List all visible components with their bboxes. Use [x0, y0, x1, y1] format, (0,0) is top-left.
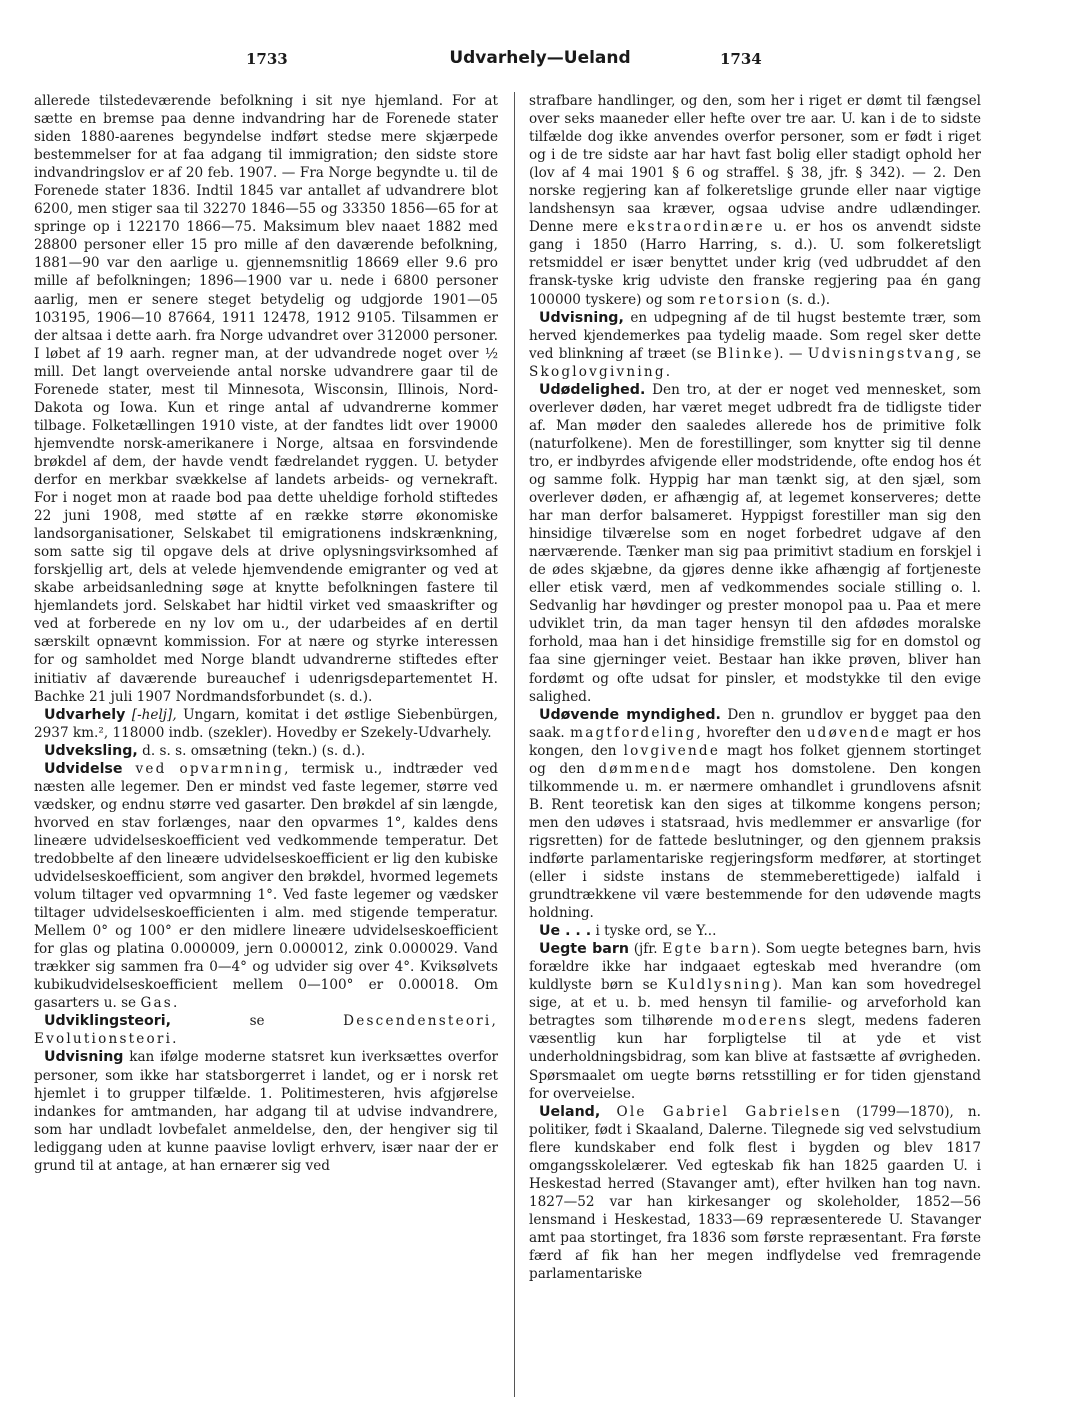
right-page-number: 1734 — [720, 50, 762, 68]
pronunciation: [-helj], — [131, 706, 177, 723]
left-page-number: 1733 — [246, 50, 288, 68]
entry-text: u. er hos os anvendt sidste gang i 1850 (Harro Harring, s. d.). U. som folkeretsligt retsmiddel er især benyttet under krig (ved udbruddet af den fransk-tyske krig udviste den franske regjering paa én gang 100000 tyskere) og som — [529, 219, 981, 308]
entry-text: i tyske ord, se Y... — [591, 923, 717, 940]
cross-reference: Skoglovgivning — [529, 363, 666, 380]
entry-text: kan ifølge moderne statsret kun iverksættes overfor personer, som ikke har statsborgerret i landet, og er i norsk ret hjemlet i to grupper tilfælde. 1. Politimesteren, hvis afgjørelse indankes for amtmanden, har adgang til at udvise indvandrere, som har undladt lovbefalet anmeldelse, den, der hengiver sig til lediggang uden at kunne paavise lovligt erhverv, især naar der er grund til at antage, at han ernærer sig ved — [34, 1049, 498, 1174]
headword: Udvidelse — [44, 760, 123, 777]
cross-reference: Gas — [140, 995, 173, 1012]
spaced-term: lovgivende — [623, 742, 721, 759]
headword: Udvarhely — [44, 706, 126, 723]
entry-uegte-barn — [529, 940, 981, 1102]
entry-text: strafbare handlinger, og den, som her i riget er dømt til fængsel over seks maaneder eller hefte over tre aar. U. kan i de to sidste tilfælde dog ikke anvendes overfor personer, som er født i riget og i de tre sidste aar har havt fast bolig eller stadigt ophold her (lov af 4 mai 1901 § 6 og straffel. § 38, jfr. § 342). — 2. Den norske regjering kan af folkeretslige grunde eller naar vigtige landshensyn saa kræver, ogsaa udvise andre udlændinger. Denne mere — [529, 93, 981, 236]
entry-text: magt hos domstolene. Den kongen tilkommende u. m. er nærmere omhandlet i grundlovens afsnit B. Rent teoretisk kan den siges at tilkomme kongens person; men den udøves i statsraad, hvis medlemmer er ansvarlige (for rigsretten) for de fattede beslutninger, og den gjennem praksis indførte parlamentariske regjeringsform medfører, at stortinget (eller i sidste instans de stemmeberettigede) ialfald i grundtrækkene vil være bestemmende for den udøvende magts holdning. — [529, 760, 981, 922]
page-header — [0, 50, 1080, 76]
entry-ueland — [529, 1103, 981, 1283]
headword: Ue . . . — [539, 923, 592, 940]
right-column — [529, 92, 981, 1392]
entry-udviklingsteori — [34, 1012, 498, 1048]
entry-udvisning-forestry — [529, 309, 981, 381]
cross-reference: Descendensteori, Evolutionsteori — [34, 1013, 498, 1048]
cross-reference: Egte barn — [662, 941, 752, 958]
spaced-term: retorsion — [699, 291, 783, 308]
entry-text: ). — — [773, 345, 808, 362]
entry-text: en udpegning af de til hugst bestemte trær, som herved kjendemerkes paa tydelig maade. Som regel sker dette ved blinkning af træet (se — [529, 309, 981, 362]
entry-text: , se — [956, 345, 981, 362]
entry-text: (jfr. — [628, 941, 663, 958]
entry-udveksling — [34, 742, 498, 760]
entry-ue — [529, 922, 981, 940]
entry-end: . — [172, 1031, 177, 1048]
column-divider — [514, 92, 515, 1397]
entry-end: . — [665, 363, 671, 380]
entry-text: Den n. grundlov er bygget paa den saak. — [529, 706, 981, 741]
spaced-term: ved opvarmning, — [122, 760, 291, 777]
entry-text: Ungarn, komitat i det østlige Siebenbürgen, 2937 km.², 118000 indb. (szekler). Hovedby er Szekely-Udvarhely. — [34, 706, 498, 741]
cross-reference: Kuldlysning — [667, 977, 773, 994]
entry-text: magt hos folket gjennem stortinget og den — [529, 742, 981, 777]
emigration-continuation: allerede tilstedeværende befolkning i sit nye hjemland. For at sætte en bremse paa denne indvandring har de Forenede stater siden 1880-aarenes begyndelse indført stedse mere skjærpede bestemmelser for at faa adgang til immigration; den sidste store indvandringslov er af 20 feb. 1907. — Fra Norge begyndte u. til de Forenede stater 1836. Indtil 1845 var antallet af udvandrere blot 6200, men stiger saa til 32270 1846—55 og 33350 1856—65 for at springe op i 122170 1866—75. Maksimum blev naaet 1882 med 28800 personer eller 15 pro mille af den daværende befolkning, 1881—90 var den aarlige u. gjennemsnitlig 18669 eller 9.6 pro mille af befolkningen; 1896—1900 var u. nede i 6800 personer aarlig, men er senere steget betydelig og udgjorde 1901—05 103195, 1906—10 87664, 1911 12478, 1912 9105. Tilsammen er der altsaa i dette aarh. fra Norge udvandret over 312000 personer. I løbet af 19 aarh. regner man, at der udvandrede noget over ½ mill. Det langt overveiende antal norske udvandrere gaar til de Forenede stater, mest til Minnesota, Wisconsin, Illinois, Nord-Dakota og Iowa. Kun et ringe antal af udvandrerne kommer tilbage. Folketællingen 1910 viste, at der fandtes lidt over 19000 hjemvendte norsk-amerikanere i Norge, altsaa en forsvindende brøkdel af dem, der havde vendt fædrelandet ryggen. U. betyder derfor en merkbar svækkelse af landets arbeids- og vernekraft. For i noget mon at raade bod paa dette uheldige forhold stiftedes 22 juni 1908, med støtte af en række større økonomiske landsorganisationer, Selskabet til emigrationens indskrænkning, som satte sig til opgave dels at drive oplysningsvirksomhed af forskjellig art, dels at velede hjemvendende emigranter og ved at skabe arbeidsanledning søge at knytte befolkningen fastere til hjemlandets jord. Selskabet har hidtil virket ved smaaskrifter og ved at forberede en ny lov om u., der udarbeides af en dertil særskilt opnævnt kommission. For at nære og styrke interessen for og samholdet med Norge blandt udvandrerne stiftedes efter initiativ af daværende bureauchef i udenrigsdepartementet H. Bachke 21 juli 1907 Nordmandsforbundet (s. d.). — [34, 93, 498, 705]
left-column — [34, 92, 498, 1392]
entry-text: (s. d.). — [782, 291, 831, 308]
headword: Udvisning — [44, 1049, 124, 1066]
spaced-term: magtfordeling — [570, 724, 697, 741]
entry-text: termisk u., indtræder ved næsten alle legemer. Den er mindst ved faste legemer, større ved vædsker, og endnu større ved gasarter. Den brøkdel af sin længde, hvorved en stav forlænges, naar den opvarmes 1°, kaldes dens lineære udvidelseskoefficient ved vedkommende temperatur. Det tredobbelte af den lineære udvidelseskoefficient er lig den kubiske udvidelseskoefficient, som angiver den brøkdel, hvormed legemets volum tiltager ved opvarmning 1°. Ved faste legemer og vædsker tiltager udvidelseskoefficienten i alm. med stigende temperatur. Mellem 0° og 100° er den midlere lineære udvidelseskoefficient for glas og platina 0.000009, jern 0.000012, zink 0.000029. Vand trækker sig sammen fra 0—4° og udvider sig over 4°. Kviksølvets kubikudvidelseskoefficient mellem 0—100° er 0.00018. Om gasarters u. se — [34, 760, 498, 1012]
headword: Udveksling, — [44, 742, 138, 759]
headword: Udøvende myndighed. — [539, 706, 721, 723]
spaced-term: ekstraordinære — [626, 219, 765, 236]
udvisning-continuation — [529, 92, 981, 309]
spaced-term: dømmende — [598, 760, 693, 777]
headword: Uegte barn — [539, 941, 629, 958]
spaced-term: udøvende — [806, 724, 892, 741]
entry-end: . — [172, 995, 178, 1012]
spaced-term: Ole Gabriel Gabrielsen — [600, 1103, 843, 1120]
spaced-term: Udvisningstvang — [807, 345, 957, 362]
headword: Ueland, — [539, 1103, 601, 1120]
entry-text: ). Som uegte betegnes barn, hvis forældre ikke har indgaaet egteskab med hverandre (om kuldlyste børn se — [529, 941, 981, 994]
headword: Udvisning, — [539, 309, 624, 326]
entry-text: (1799—1870), n. politiker, født i Skaaland, Dalerne. Tilegnede sig ved selvstudium flere kundskaber end folk flest i bygden og blev 1817 omgangsskolelærer. Ved egteskab fik han 1825 gaarden U. i Heskestad herred (Stavanger amt), efter hvilken han tog navn. 1827—52 var han kirkesanger og skoleholder, 1852—56 lensmand i Heskestad, 1833—69 repræsenterede U. Stavanger amt paa stortinget, fra 1836 som første repræsentant. Fra første færd af fik han her megen indflydelse ved fremragende parlamentariske — [529, 1103, 981, 1283]
entry-text: se — [171, 1013, 344, 1030]
cross-reference: Blinke — [716, 345, 774, 362]
entry-text: , hvorefter den — [696, 724, 807, 741]
entry-udvisning — [34, 1048, 498, 1174]
entry-text: slegt, medens faderen væsentlig kun har forpligtelse til at yde et vist underholdningsbidrag, som kan blive at fastsætte af øvrigheden. Spørsmaalet om uegte børns retsstilling er for tiden gjenstand for overveielse. — [529, 1013, 981, 1102]
spaced-term: moderens — [722, 1013, 809, 1030]
entry-text: magt er hos kongen, den — [529, 724, 981, 759]
entry-udvarhely — [34, 706, 498, 742]
entry-text: ). Man kan som hovedregel sige, at et u. b. med hensyn til familie- og arveforhold kan betragtes som tilhørende — [529, 977, 981, 1030]
entry-udvidelse — [34, 760, 498, 1013]
entry-udovende-myndighed — [529, 706, 981, 923]
entry-udodelighed — [529, 381, 981, 706]
headword: Udviklingsteori, — [44, 1013, 172, 1030]
entry-text: Den tro, at der er noget ved mennesket, som overlever døden, har været meget udbredt fra de tidligste tider af. Man møder den saaledes allerede hos de primitive folk (naturfolkene). Men de forestillinger, som knytter sig til denne tro, er indbyrdes afvigende eller modstridende, ofte endog hos ét og samme folk. Hyppig har man tænkt sig, at den sjæl, som overlever døden, er afhængig af, at legemet konserveres; dette har man derfor balsameret. Hyppigst forestiller man sig den hinsidige tilværelse som en noget forbedret udgave af den nærværende. Tænker man sig paa primitivt stadium en forskjel i de ødes skjæbne, da gjøres denne ikke afhængig af fortjeneste eller etisk værd, men af vedkommendes sociale stilling o. l. Sedvanlig har høvdinger og prester monopol paa u. Paa et mere udviklet trin, da man tager hensyn til den afdødes moralske forhold, maa han i det hinsidige fremstille sig for en domstol og faa sine gjerninger veiet. Bestaar han ikke prøven, bliver han fordømt og ofte udsat for pinsler, et modstykke til den evige salighed. — [529, 381, 981, 705]
running-title: Udvarhely—Ueland — [449, 48, 631, 68]
entry-text: d. s. s. omsætning (tekn.) (s. d.). — [137, 742, 366, 759]
headword: Udødelighed. — [539, 381, 646, 398]
